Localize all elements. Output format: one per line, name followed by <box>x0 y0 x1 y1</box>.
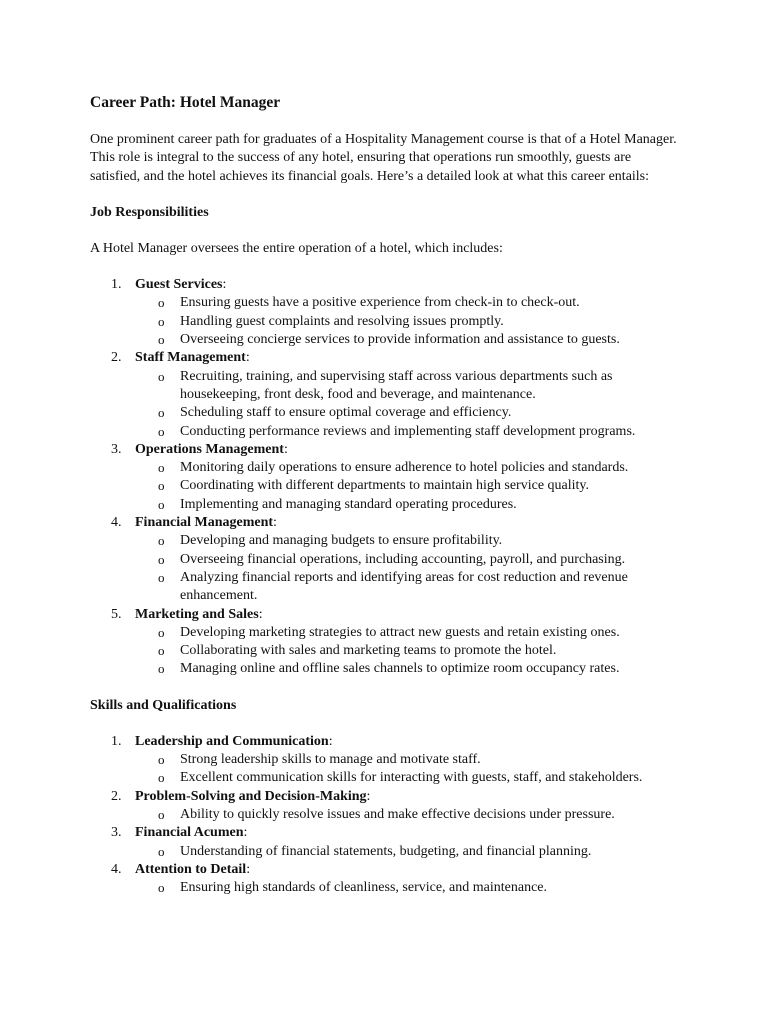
list-number: 3. <box>111 441 122 457</box>
list-item <box>90 824 680 861</box>
list-item <box>90 441 680 514</box>
list-number: 2. <box>111 788 122 804</box>
item-title: Staff Management <box>135 350 246 366</box>
bullet-item <box>135 806 680 824</box>
bullet-item <box>135 624 680 642</box>
bullet-list <box>135 294 680 349</box>
circle-bullet-icon: o <box>158 478 165 494</box>
item-title: Financial Management <box>135 515 274 531</box>
circle-bullet-icon: o <box>158 752 165 768</box>
bullet-text: Understanding of financial statements, budgeting, and financial planning. <box>180 843 592 859</box>
circle-bullet-icon: o <box>158 423 165 439</box>
bullet-text: Monitoring daily operations to ensure adherence to hotel policies and standards. <box>180 460 629 476</box>
bullet-item <box>135 459 680 477</box>
numbered-list <box>90 276 680 679</box>
circle-bullet-icon: o <box>158 843 165 859</box>
bullet-item <box>135 769 680 787</box>
bullet-list <box>135 532 680 605</box>
bullet-list <box>135 624 680 679</box>
bullet-list <box>135 879 680 897</box>
bullet-item <box>135 331 680 349</box>
bullet-text: Overseeing concierge services to provide information and assistance to guests. <box>180 332 620 348</box>
bullet-text: Recruiting, training, and supervising staff across various departments such as housekeeping, front desk, food and beverage, and maintenance. <box>180 368 613 402</box>
bullet-item <box>135 843 680 861</box>
item-title: Operations Management <box>135 441 284 457</box>
section-lead: A Hotel Manager oversees the entire operation of a hotel, which includes: <box>90 240 503 256</box>
item-title-suffix: : <box>245 350 250 366</box>
list-item <box>90 606 680 679</box>
bullet-text: Conducting performance reviews and implementing staff development programs. <box>180 423 636 439</box>
item-title: Marketing and Sales <box>135 606 259 622</box>
item-title-suffix: : <box>258 606 263 622</box>
bullet-item <box>135 751 680 769</box>
circle-bullet-icon: o <box>158 770 165 786</box>
numbered-list <box>90 733 680 898</box>
bullet-item <box>135 879 680 897</box>
circle-bullet-icon: o <box>158 624 165 640</box>
bullet-list <box>135 459 680 514</box>
circle-bullet-icon: o <box>158 368 165 384</box>
list-number: 4. <box>111 515 122 531</box>
circle-bullet-icon: o <box>158 313 165 329</box>
list-item <box>90 349 680 440</box>
bullet-text: Scheduling staff to ensure optimal coverage and efficiency. <box>180 405 512 421</box>
item-title: Attention to Detail <box>135 861 247 877</box>
circle-bullet-icon: o <box>158 880 165 896</box>
bullet-item <box>135 294 680 312</box>
bullet-list <box>135 843 680 861</box>
list-number: 4. <box>111 861 122 877</box>
list-number: 1. <box>111 277 122 293</box>
section-heading: Job Responsibilities <box>90 204 209 220</box>
document-sections <box>90 204 680 898</box>
circle-bullet-icon: o <box>158 460 165 476</box>
section-heading: Skills and Qualifications <box>90 697 237 713</box>
list-item <box>90 788 680 825</box>
bullet-item <box>135 313 680 331</box>
bullet-text: Collaborating with sales and marketing teams to promote the hotel. <box>180 643 557 659</box>
bullet-text: Coordinating with different departments to maintain high service quality. <box>180 478 590 494</box>
item-title-suffix: : <box>243 825 248 841</box>
bullet-item <box>135 368 680 405</box>
circle-bullet-icon: o <box>158 661 165 677</box>
bullet-text: Handling guest complaints and resolving issues promptly. <box>180 313 504 329</box>
bullet-item <box>135 551 680 569</box>
bullet-item <box>135 496 680 514</box>
bullet-text: Overseeing financial operations, including accounting, payroll, and purchasing. <box>180 551 626 567</box>
bullet-item <box>135 660 680 678</box>
bullet-item <box>135 569 680 606</box>
list-number: 3. <box>111 825 122 841</box>
bullet-text: Strong leadership skills to manage and motivate staff. <box>180 752 481 768</box>
item-title: Leadership and Communication <box>135 733 329 749</box>
item-title-suffix: : <box>246 861 251 877</box>
circle-bullet-icon: o <box>158 405 165 421</box>
item-title-suffix: : <box>273 515 277 531</box>
bullet-list <box>135 368 680 441</box>
circle-bullet-icon: o <box>158 806 165 822</box>
item-title-suffix: : <box>222 277 227 293</box>
document-title: Career Path: Hotel Manager <box>90 94 281 111</box>
bullet-text: Ensuring guests have a positive experience from check-in to check-out. <box>180 295 580 311</box>
list-item <box>90 514 680 605</box>
bullet-text: Developing and managing budgets to ensure profitability. <box>180 533 503 549</box>
bullet-text: Ability to quickly resolve issues and make effective decisions under pressure. <box>180 806 615 822</box>
intro-paragraph: One prominent career path for graduates of a Hospitality Management course is that of a Hotel Manager. This role is integral to the success of any hotel, ensuring that operations run smoothly, guests are satisfied, and the hotel achieves its financial goals. Here’s a detailed look at what this career entails: <box>90 132 677 184</box>
bullet-text: Ensuring high standards of cleanliness, service, and maintenance. <box>180 880 547 896</box>
item-title-suffix: : <box>328 733 333 749</box>
bullet-list <box>135 751 680 788</box>
bullet-text: Excellent communication skills for interacting with guests, staff, and stakeholders. <box>180 770 643 786</box>
item-title-suffix: : <box>366 788 371 804</box>
bullet-text: Implementing and managing standard operating procedures. <box>180 496 517 512</box>
list-number: 1. <box>111 733 122 749</box>
circle-bullet-icon: o <box>158 295 165 311</box>
bullet-item <box>135 423 680 441</box>
list-number: 5. <box>111 606 122 622</box>
bullet-item <box>135 532 680 550</box>
list-item <box>90 733 680 788</box>
circle-bullet-icon: o <box>158 643 165 659</box>
bullet-item <box>135 642 680 660</box>
bullet-text: Analyzing financial reports and identifying areas for cost reduction and revenue enhancement. <box>180 569 628 604</box>
circle-bullet-icon: o <box>158 332 165 348</box>
item-title: Guest Services <box>135 277 223 293</box>
item-title: Problem-Solving and Decision-Making <box>135 788 367 804</box>
list-item <box>90 276 680 349</box>
bullet-text: Managing online and offline sales channels to optimize room occupancy rates. <box>180 661 620 677</box>
item-title-suffix: : <box>283 441 288 457</box>
document-page <box>90 93 680 915</box>
bullet-item <box>135 477 680 495</box>
bullet-list <box>135 806 680 824</box>
circle-bullet-icon: o <box>158 496 165 512</box>
circle-bullet-icon: o <box>158 569 165 585</box>
bullet-item <box>135 404 680 422</box>
list-item <box>90 861 680 898</box>
circle-bullet-icon: o <box>158 551 165 567</box>
circle-bullet-icon: o <box>158 533 165 549</box>
bullet-text: Developing marketing strategies to attract new guests and retain existing ones. <box>180 624 620 640</box>
list-number: 2. <box>111 350 122 366</box>
item-title: Financial Acumen <box>135 825 244 841</box>
